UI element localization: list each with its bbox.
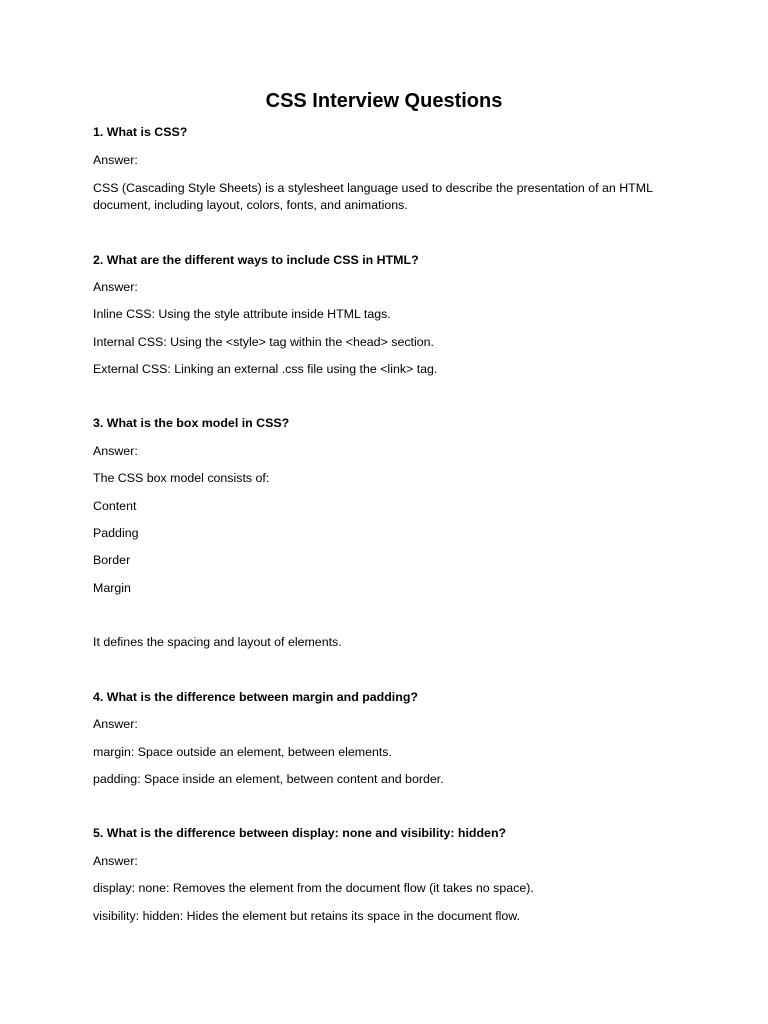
- question-4-answer-label: Answer:: [93, 717, 138, 731]
- question-3-answer-line: It defines the spacing and layout of elements.: [93, 635, 342, 649]
- question-2-heading: 2. What are the different ways to include CSS in HTML?: [93, 253, 419, 267]
- page-title: CSS Interview Questions: [265, 90, 503, 112]
- question-5-heading: 5. What is the difference between display: none and visibility: hidden?: [93, 826, 507, 840]
- question-3-heading: 3. What is the box model in CSS?: [93, 416, 290, 430]
- question-1-answer-line: CSS (Cascading Style Sheets) is a stylesheet language used to describe the presentation of an HTML: [93, 181, 653, 195]
- question-1-answer-label: Answer:: [93, 153, 138, 167]
- question-3-answer-line: Margin: [93, 581, 131, 595]
- question-4-answer-line: padding: Space inside an element, between content and border.: [93, 772, 444, 786]
- question-4-heading: 4. What is the difference between margin and padding?: [93, 690, 418, 704]
- question-3-answer-line: The CSS box model consists of:: [93, 471, 270, 485]
- question-3-answer-line: Padding: [93, 526, 139, 540]
- question-3-answer-label: Answer:: [93, 444, 138, 458]
- question-3-answer-line: Border: [93, 553, 131, 567]
- question-5-answer-label: Answer:: [93, 854, 138, 868]
- question-5-answer-line: visibility: hidden: Hides the element but retains its space in the document flow.: [93, 909, 521, 923]
- question-1-heading: 1. What is CSS?: [93, 125, 188, 139]
- question-2-answer-line: Internal CSS: Using the <style> tag within the <head> section.: [93, 335, 434, 349]
- question-2-answer-label: Answer:: [93, 280, 138, 294]
- question-3-answer-line: Content: [93, 499, 137, 513]
- question-2-answer-line: External CSS: Linking an external .css file using the <link> tag.: [93, 362, 438, 376]
- question-4-answer-line: margin: Space outside an element, between elements.: [93, 745, 392, 759]
- question-2-answer-line: Inline CSS: Using the style attribute inside HTML tags.: [93, 307, 391, 321]
- question-5-answer-line: display: none: Removes the element from the document flow (it takes no space).: [93, 881, 534, 895]
- question-1-answer-line: document, including layout, colors, fonts, and animations.: [93, 198, 408, 212]
